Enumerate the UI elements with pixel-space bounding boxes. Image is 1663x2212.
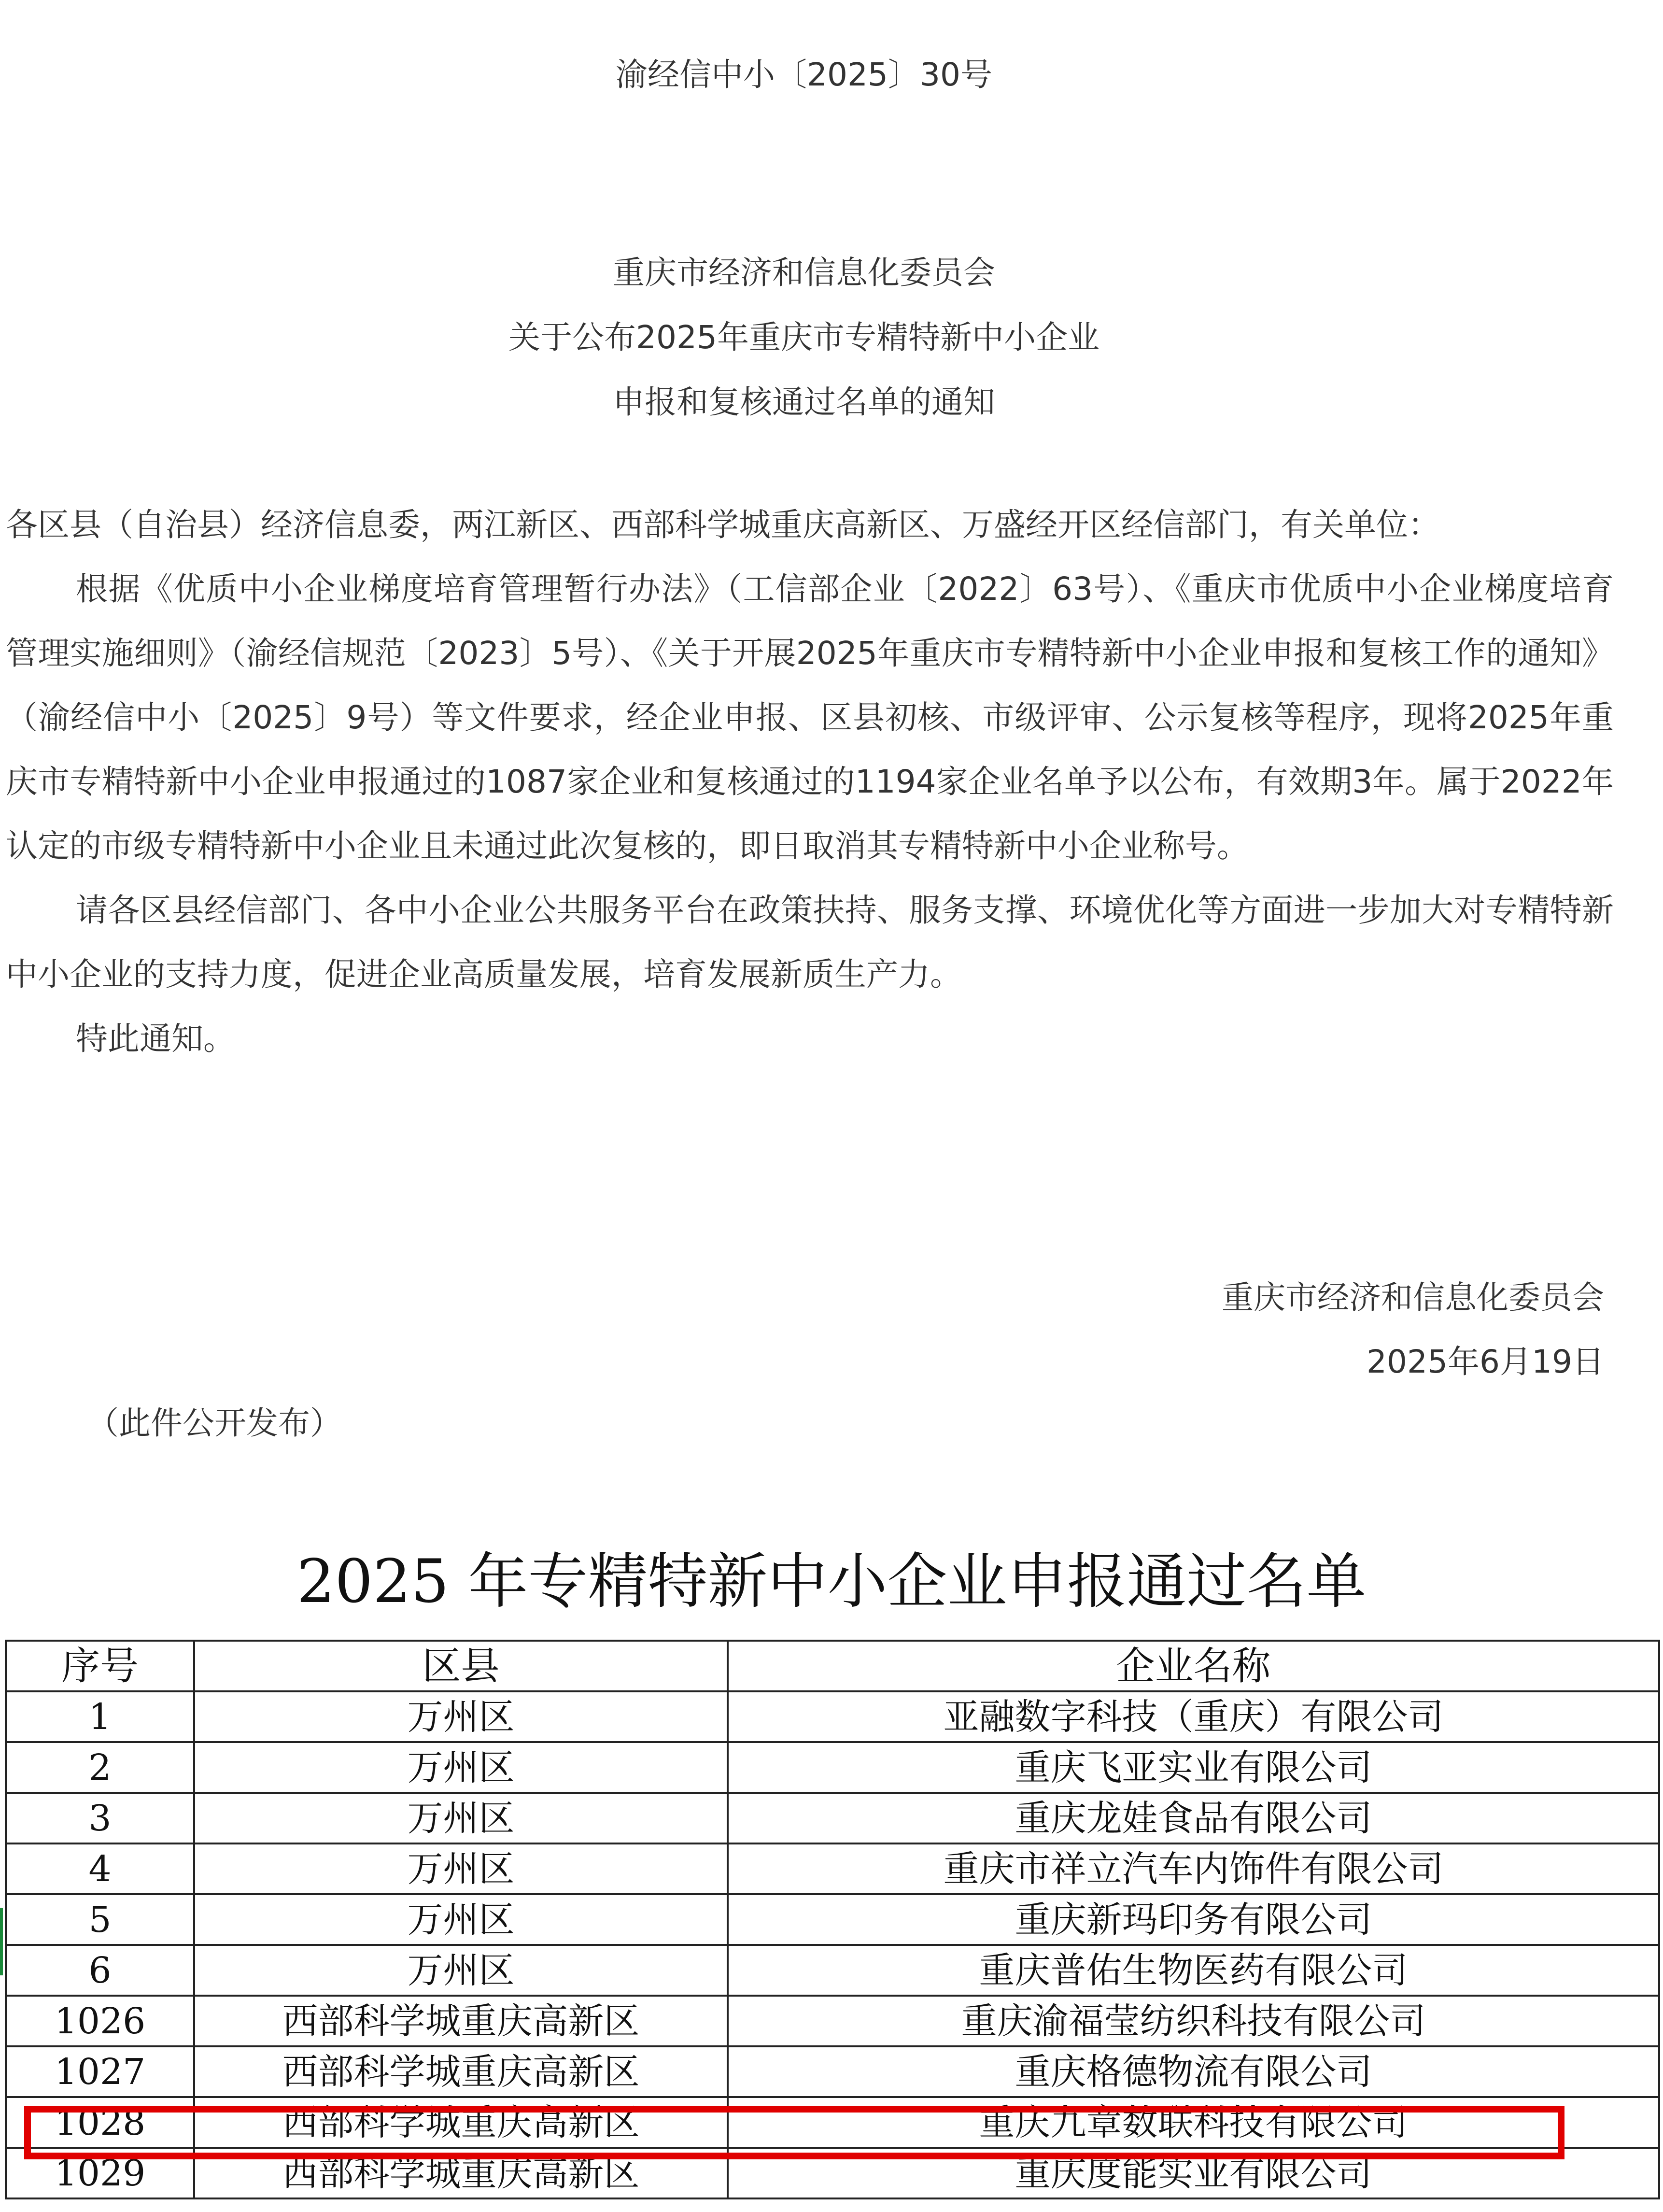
cell-company-name: 重庆度能实业有限公司 [728,2148,1659,2198]
header-serial-number: 序号 [6,1641,194,1691]
cell-company-name: 重庆格德物流有限公司 [728,2046,1659,2097]
title-line-subject: 关于公布2025年重庆市专精特新中小企业 [508,319,1099,356]
document-number: 渝经信中小〔2025〕30号 [616,56,992,93]
table-row [6,2046,1659,2097]
cell-district: 万州区 [194,1742,728,1793]
cell-district: 万州区 [194,1843,728,1894]
addressee-line: 各区县（自治县）经济信息委，两江新区、西部科学城重庆高新区、万盛经开区经信部门，有关单位： [6,506,1440,543]
cell-serial-number: 2 [6,1742,194,1793]
cell-company-name: 重庆九章数联科技有限公司 [728,2097,1659,2148]
cell-serial-number: 1028 [6,2097,194,2148]
cell-district: 万州区 [194,1894,728,1945]
cell-selection-edge [0,1908,3,1975]
cell-company-name: 亚融数字科技（重庆）有限公司 [728,1691,1659,1742]
body-paragraph-basis: 根据《优质中小企业梯度培育管理暂行办法》（工信部企业〔2022〕63号）、《重庆市优质中小企业梯度培育管理实施细则》（渝经信规范〔2023〕5号）、《关于开展2025年重庆市专精特新中小企业申报和复核工作的通知》（渝经信中小〔2025〕9号）等文件要求，经企业申报、区县初核、市级评审、公示复核等程序，现将2025年重庆市专精特新中小企业申报通过的1087家企业和复核通过的1194家企业名单予以公布，有效期3年。属于2022年认定的市级专精特新中小企业且未通过此次复核的，即日取消其专精特新中小企业称号。 [6,570,1614,865]
table-row [6,1691,1659,1742]
cell-serial-number: 4 [6,1843,194,1894]
public-release-note: （此件公开发布） [87,1404,342,1442]
cell-serial-number: 3 [6,1793,194,1843]
notice-title [0,241,1608,435]
list-title: 2025 年专精特新中小企业申报通过名单 [296,1547,1367,1616]
signature-date: 2025年6月19日 [1367,1343,1604,1380]
cell-district: 万州区 [194,1691,728,1742]
cell-serial-number: 1026 [6,1996,194,2046]
table-row [6,1843,1659,1894]
cell-company-name: 重庆飞亚实业有限公司 [728,1742,1659,1793]
cell-serial-number: 1029 [6,2148,194,2198]
cell-company-name: 重庆市祥立汽车内饰件有限公司 [728,1843,1659,1894]
cell-district: 万州区 [194,1945,728,1996]
title-line-issuer: 重庆市经济和信息化委员会 [613,254,995,291]
header-district: 区县 [194,1641,728,1691]
body-paragraph-request: 请各区县经信部门、各中小企业公共服务平台在政策扶持、服务支撑、环境优化等方面进一步加大对专精特新中小企业的支持力度，促进企业高质量发展，培育发展新质生产力。 [6,892,1614,993]
cell-district: 西部科学城重庆高新区 [194,1996,728,2046]
signature-organization: 重庆市经济和信息化委员会 [1222,1279,1604,1316]
cell-serial-number: 1 [6,1691,194,1742]
highlight-box [24,2106,1564,2159]
cell-serial-number: 1027 [6,2046,194,2097]
table-row [6,1945,1659,1996]
cell-company-name: 重庆新玛印务有限公司 [728,1894,1659,1945]
cell-company-name: 重庆龙娃食品有限公司 [728,1793,1659,1843]
notice-body [6,493,1614,1071]
header-company-name: 企业名称 [728,1641,1659,1691]
cell-serial-number: 5 [6,1894,194,1945]
table-row [6,1742,1659,1793]
title-line-subject-cont: 申报和复核通过名单的通知 [613,383,995,421]
cell-district: 西部科学城重庆高新区 [194,2097,728,2148]
cell-district: 万州区 [194,1793,728,1843]
approved-list-section [0,1533,1663,2212]
body-paragraph-closing: 特此通知。 [76,1020,235,1057]
table-row [6,1894,1659,1945]
cell-company-name: 重庆普佑生物医药有限公司 [728,1945,1659,1996]
cell-district: 西部科学城重庆高新区 [194,2148,728,2198]
cell-serial-number: 6 [6,1945,194,1996]
cell-district: 西部科学城重庆高新区 [194,2046,728,2097]
table-row [6,1996,1659,2046]
signature-block [1222,1265,1604,1394]
cell-company-name: 重庆渝福莹纺织科技有限公司 [728,1996,1659,2046]
table-header-row [6,1641,1659,1691]
table-row [6,1793,1659,1843]
